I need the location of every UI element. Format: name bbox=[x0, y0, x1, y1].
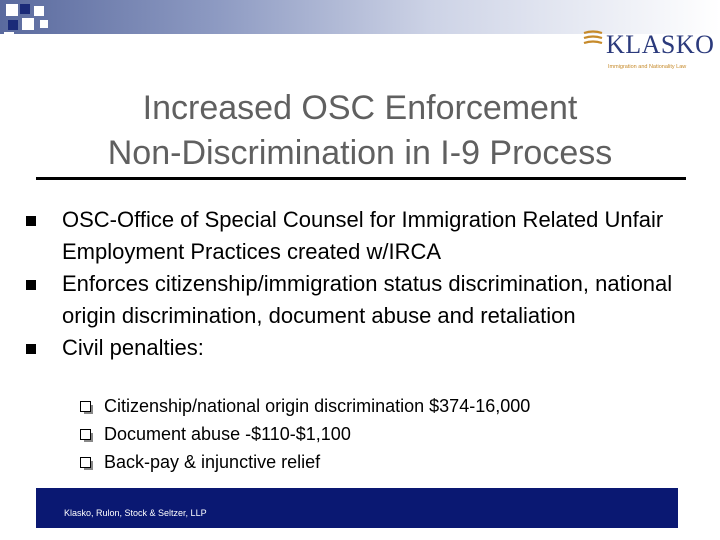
decor-square bbox=[6, 4, 18, 16]
decor-square bbox=[4, 32, 14, 42]
bullet-item bbox=[24, 332, 704, 364]
square-bullet-icon bbox=[26, 216, 36, 226]
logo-wordmark: KLASKO bbox=[606, 30, 715, 59]
square-bullet-icon bbox=[26, 280, 36, 290]
bullet-text: OSC-Office of Special Counsel for Immigration Related Unfair Employment Practices created w/IRCA bbox=[62, 207, 664, 264]
square-bullet-icon bbox=[26, 344, 36, 354]
bullet-text: Civil penalties: bbox=[62, 335, 204, 360]
logo-tagline: Immigration and Nationality Law bbox=[608, 64, 687, 70]
footer-firm-name: Klasko, Rulon, Stock & Seltzer, LLP bbox=[64, 508, 207, 518]
sub-bullet-item bbox=[78, 420, 678, 448]
decor-square bbox=[8, 20, 18, 30]
sub-bullet-text: Document abuse -$110-$1,100 bbox=[104, 424, 351, 444]
decor-square bbox=[22, 18, 34, 30]
decor-square bbox=[40, 20, 48, 28]
bullet-text: Enforces citizenship/immigration status discrimination, national origin discrimination, document abuse and retaliation bbox=[62, 271, 673, 328]
hollow-square-bullet-icon bbox=[80, 457, 91, 468]
bullet-item bbox=[24, 268, 704, 332]
decor-square bbox=[20, 4, 30, 14]
title-divider bbox=[36, 177, 686, 180]
hollow-square-bullet-icon bbox=[80, 401, 91, 412]
slide-title bbox=[40, 86, 680, 176]
bullet-item bbox=[24, 204, 704, 268]
decor-square bbox=[20, 36, 28, 44]
sub-bullet-text: Back-pay & injunctive relief bbox=[104, 452, 321, 472]
sub-bullet-list bbox=[78, 392, 678, 476]
footer-band bbox=[36, 488, 678, 528]
logo-swoosh-icon bbox=[582, 30, 604, 44]
sub-bullet-text: Citizenship/national origin discrimination $374-16,000 bbox=[104, 396, 531, 416]
bullet-list bbox=[24, 204, 704, 364]
klasko-logo bbox=[582, 28, 715, 78]
title-line-2: Non-Discrimination in I-9 Process bbox=[107, 134, 613, 172]
sub-bullet-item bbox=[78, 392, 678, 420]
hollow-square-bullet-icon bbox=[80, 429, 91, 440]
decor-square bbox=[34, 6, 44, 16]
sub-bullet-item bbox=[78, 448, 678, 476]
title-line-1: Increased OSC Enforcement bbox=[142, 89, 578, 127]
